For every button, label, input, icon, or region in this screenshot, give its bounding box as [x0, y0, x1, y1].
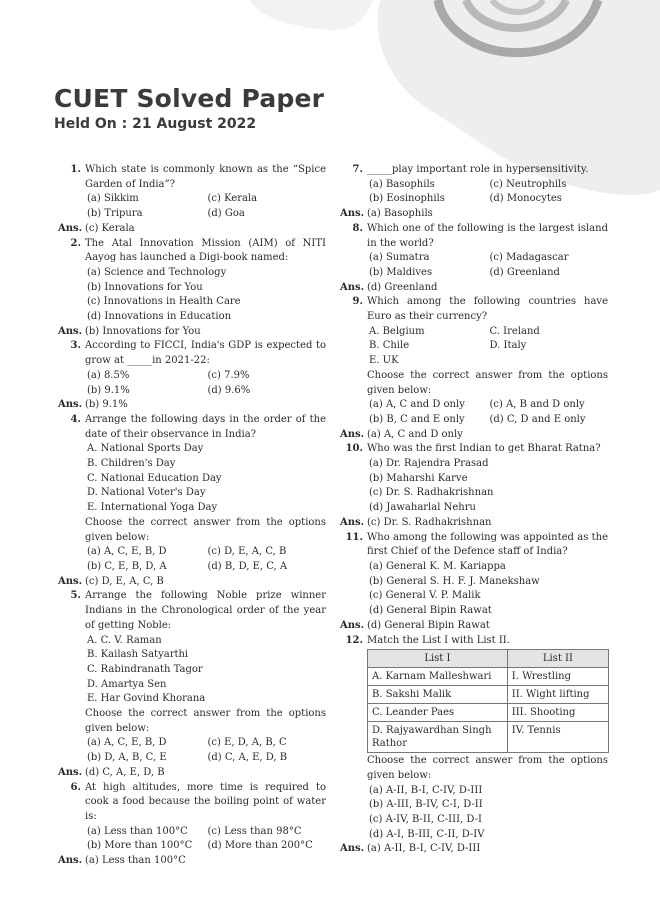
question-5 [58, 589, 326, 633]
answer-text: (a) Less than 100°C [85, 855, 186, 867]
option: (a) Sumatra [369, 252, 430, 264]
option: (d) C, D and E only [489, 413, 586, 425]
option: (d) Goa [207, 208, 245, 220]
left-column [58, 163, 326, 869]
answer-text: (d) C, A, E, D, B [85, 766, 165, 778]
answer [340, 428, 608, 443]
answer-text: (b) 9.1% [85, 399, 128, 411]
question-number: 6. [70, 781, 81, 793]
options [58, 369, 326, 398]
statement: A. C. V. Raman [87, 634, 162, 646]
option: (c) 7.9% [207, 369, 250, 381]
answer [58, 766, 326, 781]
answer [58, 398, 326, 413]
statement: C. Rabindranath Tagor [87, 663, 203, 675]
question-10 [340, 442, 608, 457]
table-row [368, 668, 609, 686]
answer-text: (d) Greenland [367, 281, 438, 293]
option: (c) General V. P. Malik [369, 590, 481, 602]
question-2 [58, 237, 326, 266]
page-subtitle: Held On : 21 August 2022 [54, 116, 257, 132]
options [340, 560, 608, 619]
statement: B. Chile [369, 340, 410, 352]
column-header: List II [507, 650, 608, 668]
table-cell: D. Rajyawardhan Singh Rathor [368, 722, 508, 753]
statement: A. National Sports Day [87, 443, 204, 455]
option: (d) Jawaharlal Nehru [369, 502, 476, 514]
option: (a) A, C, E, B, D [87, 546, 167, 558]
options [340, 784, 608, 843]
option: (d) General Bipin Rawat [369, 605, 492, 617]
option: (a) General K. M. Kariappa [369, 560, 506, 572]
instruction-text: Choose the correct answer from the options given below: [367, 755, 608, 781]
question-4 [58, 413, 326, 442]
option: (b) 9.1% [87, 384, 130, 396]
statement: C. National Education Day [87, 472, 222, 484]
option: (c) Neutrophils [489, 178, 567, 190]
question-9 [340, 295, 608, 324]
table-row [368, 686, 609, 704]
options [58, 825, 326, 854]
question-text: Which state is commonly known as the “Spice Garden of India”? [85, 164, 326, 190]
answer [58, 222, 326, 237]
options [340, 251, 608, 280]
question-number: 9. [352, 296, 363, 308]
question-text: Who was the first Indian to get Bharat Ratna? [367, 443, 601, 455]
answer-text: (d) General Bipin Rawat [367, 619, 490, 631]
option: (d) Innovations in Education [87, 311, 232, 323]
question-8 [340, 222, 608, 251]
option: (b) More than 100°C [87, 840, 193, 852]
option: (a) 8.5% [87, 369, 130, 381]
question-number: 3. [70, 340, 81, 352]
statement: B. Children's Day [87, 458, 176, 470]
option: (a) Less than 100°C [87, 825, 188, 837]
answer [340, 619, 608, 634]
option: (b) C, E, B, D, A [87, 560, 167, 572]
statement: C. Ireland [489, 325, 540, 337]
table-cell: I. Wrestling [507, 668, 608, 686]
statement-list [58, 442, 326, 516]
answer-label: Ans. [58, 399, 83, 411]
option: (b) Maharshi Karve [369, 472, 468, 484]
option: (b) Tripura [87, 208, 143, 220]
question-number: 10. [345, 443, 363, 455]
answer [340, 281, 608, 296]
question-number: 12. [345, 634, 363, 646]
question-text: Which among the following countries have Euro as their currency? [367, 296, 608, 323]
question-7 [340, 163, 608, 178]
option: (a) Science and Technology [87, 266, 227, 278]
option: (d) Greenland [489, 266, 560, 278]
table-row [368, 722, 609, 753]
option: (c) E, D, A, B, C [207, 737, 287, 749]
options [58, 736, 326, 765]
table-header-row [368, 650, 609, 668]
statement-list [340, 325, 608, 369]
option: (d) B, D, E, C, A [207, 560, 288, 572]
question-6 [58, 781, 326, 825]
question-text: Arrange the following Noble prize winner Indians in the Chronological order of the year of getting Noble: [85, 590, 326, 631]
answer-label: Ans. [58, 575, 83, 587]
table-cell: II. Wight lifting [507, 686, 608, 704]
question-1 [58, 163, 326, 192]
right-column [340, 163, 608, 857]
option: (d) A-I, B-III, C-II, D-IV [369, 828, 485, 840]
statement: D. National Voter's Day [87, 487, 206, 499]
answer [340, 516, 608, 531]
answer [58, 854, 326, 869]
option: (b) A-III, B-IV, C-I, D-II [369, 799, 483, 811]
options [58, 192, 326, 221]
answer-label: Ans. [58, 325, 83, 337]
answer-text: (c) Kerala [85, 222, 135, 234]
option: (b) D, A, B, C, E [87, 752, 167, 764]
page-header [54, 84, 324, 132]
column-header: List I [368, 650, 508, 668]
table-row [368, 704, 609, 722]
answer-label: Ans. [58, 766, 83, 778]
page-title: CUET Solved Paper [54, 84, 325, 113]
table-cell: B. Sakshi Malik [368, 686, 508, 704]
answer-label: Ans. [340, 843, 365, 855]
table-cell: C. Leander Paes [368, 704, 508, 722]
instruction-text: Choose the correct answer from the options given below: [85, 708, 326, 734]
option: (d) More than 200°C [207, 840, 313, 852]
question-text: According to FICCI, India's GDP is expected to grow at _____in 2021-22: [85, 340, 326, 367]
answer-label: Ans. [340, 208, 365, 220]
answer-text: (b) Innovations for You [85, 325, 201, 337]
question-3 [58, 339, 326, 368]
match-table [367, 649, 609, 753]
statement-list [58, 634, 326, 708]
question-number: 7. [352, 164, 363, 175]
question-text: Match the List I with List II. [367, 634, 510, 646]
answer [340, 207, 608, 222]
question-11 [340, 531, 608, 560]
option: (a) A, C, E, B, D [87, 737, 167, 749]
option: (a) Basophils [369, 178, 435, 190]
instruction-text: Choose the correct answer from the options given below: [367, 369, 608, 396]
option: (b) B, C and E only [369, 413, 465, 425]
option: (a) A-II, B-I, C-IV, D-III [369, 784, 483, 796]
answer-label: Ans. [340, 619, 365, 631]
option: (c) Less than 98°C [207, 825, 302, 837]
answer-label: Ans. [58, 855, 83, 867]
answer [58, 325, 326, 340]
option: (a) A, C and D only [369, 399, 465, 411]
option: (d) 9.6% [207, 384, 251, 396]
option: (c) D, E, A, C, B [207, 546, 287, 558]
answer-label: Ans. [340, 428, 365, 440]
table-cell: III. Shooting [507, 704, 608, 722]
option: (c) Dr. S. Radhakrishnan [369, 487, 494, 499]
option: (a) Dr. Rajendra Prasad [369, 458, 489, 470]
statement: D. Italy [489, 340, 527, 352]
question-12 [340, 634, 608, 649]
question-text: The Atal Innovation Mission (AIM) of NITI Aayog has launched a Digi-book named: [85, 237, 326, 264]
option: (b) Innovations for You [87, 281, 203, 293]
option: (c) A-IV, B-II, C-III, D-I [369, 814, 482, 826]
option: (b) Eosinophils [369, 193, 445, 205]
question-number: 11. [345, 531, 363, 543]
statement: A. Belgium [369, 325, 425, 337]
statement: B. Kailash Satyarthi [87, 649, 189, 661]
options [340, 178, 608, 207]
option: (b) General S. H. F. J. Manekshaw [369, 575, 540, 587]
answer-label: Ans. [58, 222, 83, 234]
instruction-text: Choose the correct answer from the options given below: [85, 516, 326, 543]
answer-text: (a) A, C and D only [367, 428, 463, 440]
answer-label: Ans. [340, 281, 365, 293]
option: (d) C, A, E, D, B [207, 752, 288, 764]
option: (c) Madagascar [489, 252, 569, 264]
options [340, 398, 608, 427]
statement: E. Har Govind Khorana [87, 693, 206, 705]
question-text: Which one of the following is the largest island in the world? [367, 222, 608, 249]
answer [340, 842, 608, 857]
question-text: Who among the following was appointed as the first Chief of the Defence staff of India? [367, 531, 608, 558]
option: (c) A, B and D only [489, 399, 585, 411]
question-number: 2. [70, 237, 81, 249]
answer-label: Ans. [340, 516, 365, 528]
options [340, 457, 608, 516]
option: (d) Monocytes [489, 193, 562, 205]
answer-text: (a) Basophils [367, 208, 433, 220]
option: (c) Innovations in Health Care [87, 296, 241, 308]
question-number: 1. [70, 164, 81, 175]
option: (a) Sikkim [87, 193, 139, 205]
option: (b) Maldives [369, 266, 433, 278]
statement: D. Amartya Sen [87, 678, 167, 690]
answer-text: (c) Dr. S. Radhakrishnan [367, 516, 492, 528]
question-number: 4. [70, 413, 81, 425]
option: (c) Kerala [207, 193, 258, 205]
question-text: At high altitudes, more time is required to cook a food because the boiling point of water is: [85, 781, 326, 822]
question-text: _____play important role in hypersensitivity. [367, 164, 589, 175]
table-cell: IV. Tennis [507, 722, 608, 753]
question-text: Arrange the following days in the order of the date of their observance in India? [85, 413, 326, 440]
options [58, 545, 326, 574]
table-cell: A. Karnam Malleshwari [368, 668, 508, 686]
statement: E. UK [369, 355, 399, 367]
question-number: 5. [70, 590, 81, 602]
answer [58, 575, 326, 590]
answer-text: (c) D, E, A, C, B [85, 575, 164, 587]
statement: E. International Yoga Day [87, 502, 218, 514]
answer-text: (a) A-II, B-I, C-IV, D-III [367, 843, 481, 855]
options [58, 266, 326, 325]
question-number: 8. [352, 222, 363, 234]
